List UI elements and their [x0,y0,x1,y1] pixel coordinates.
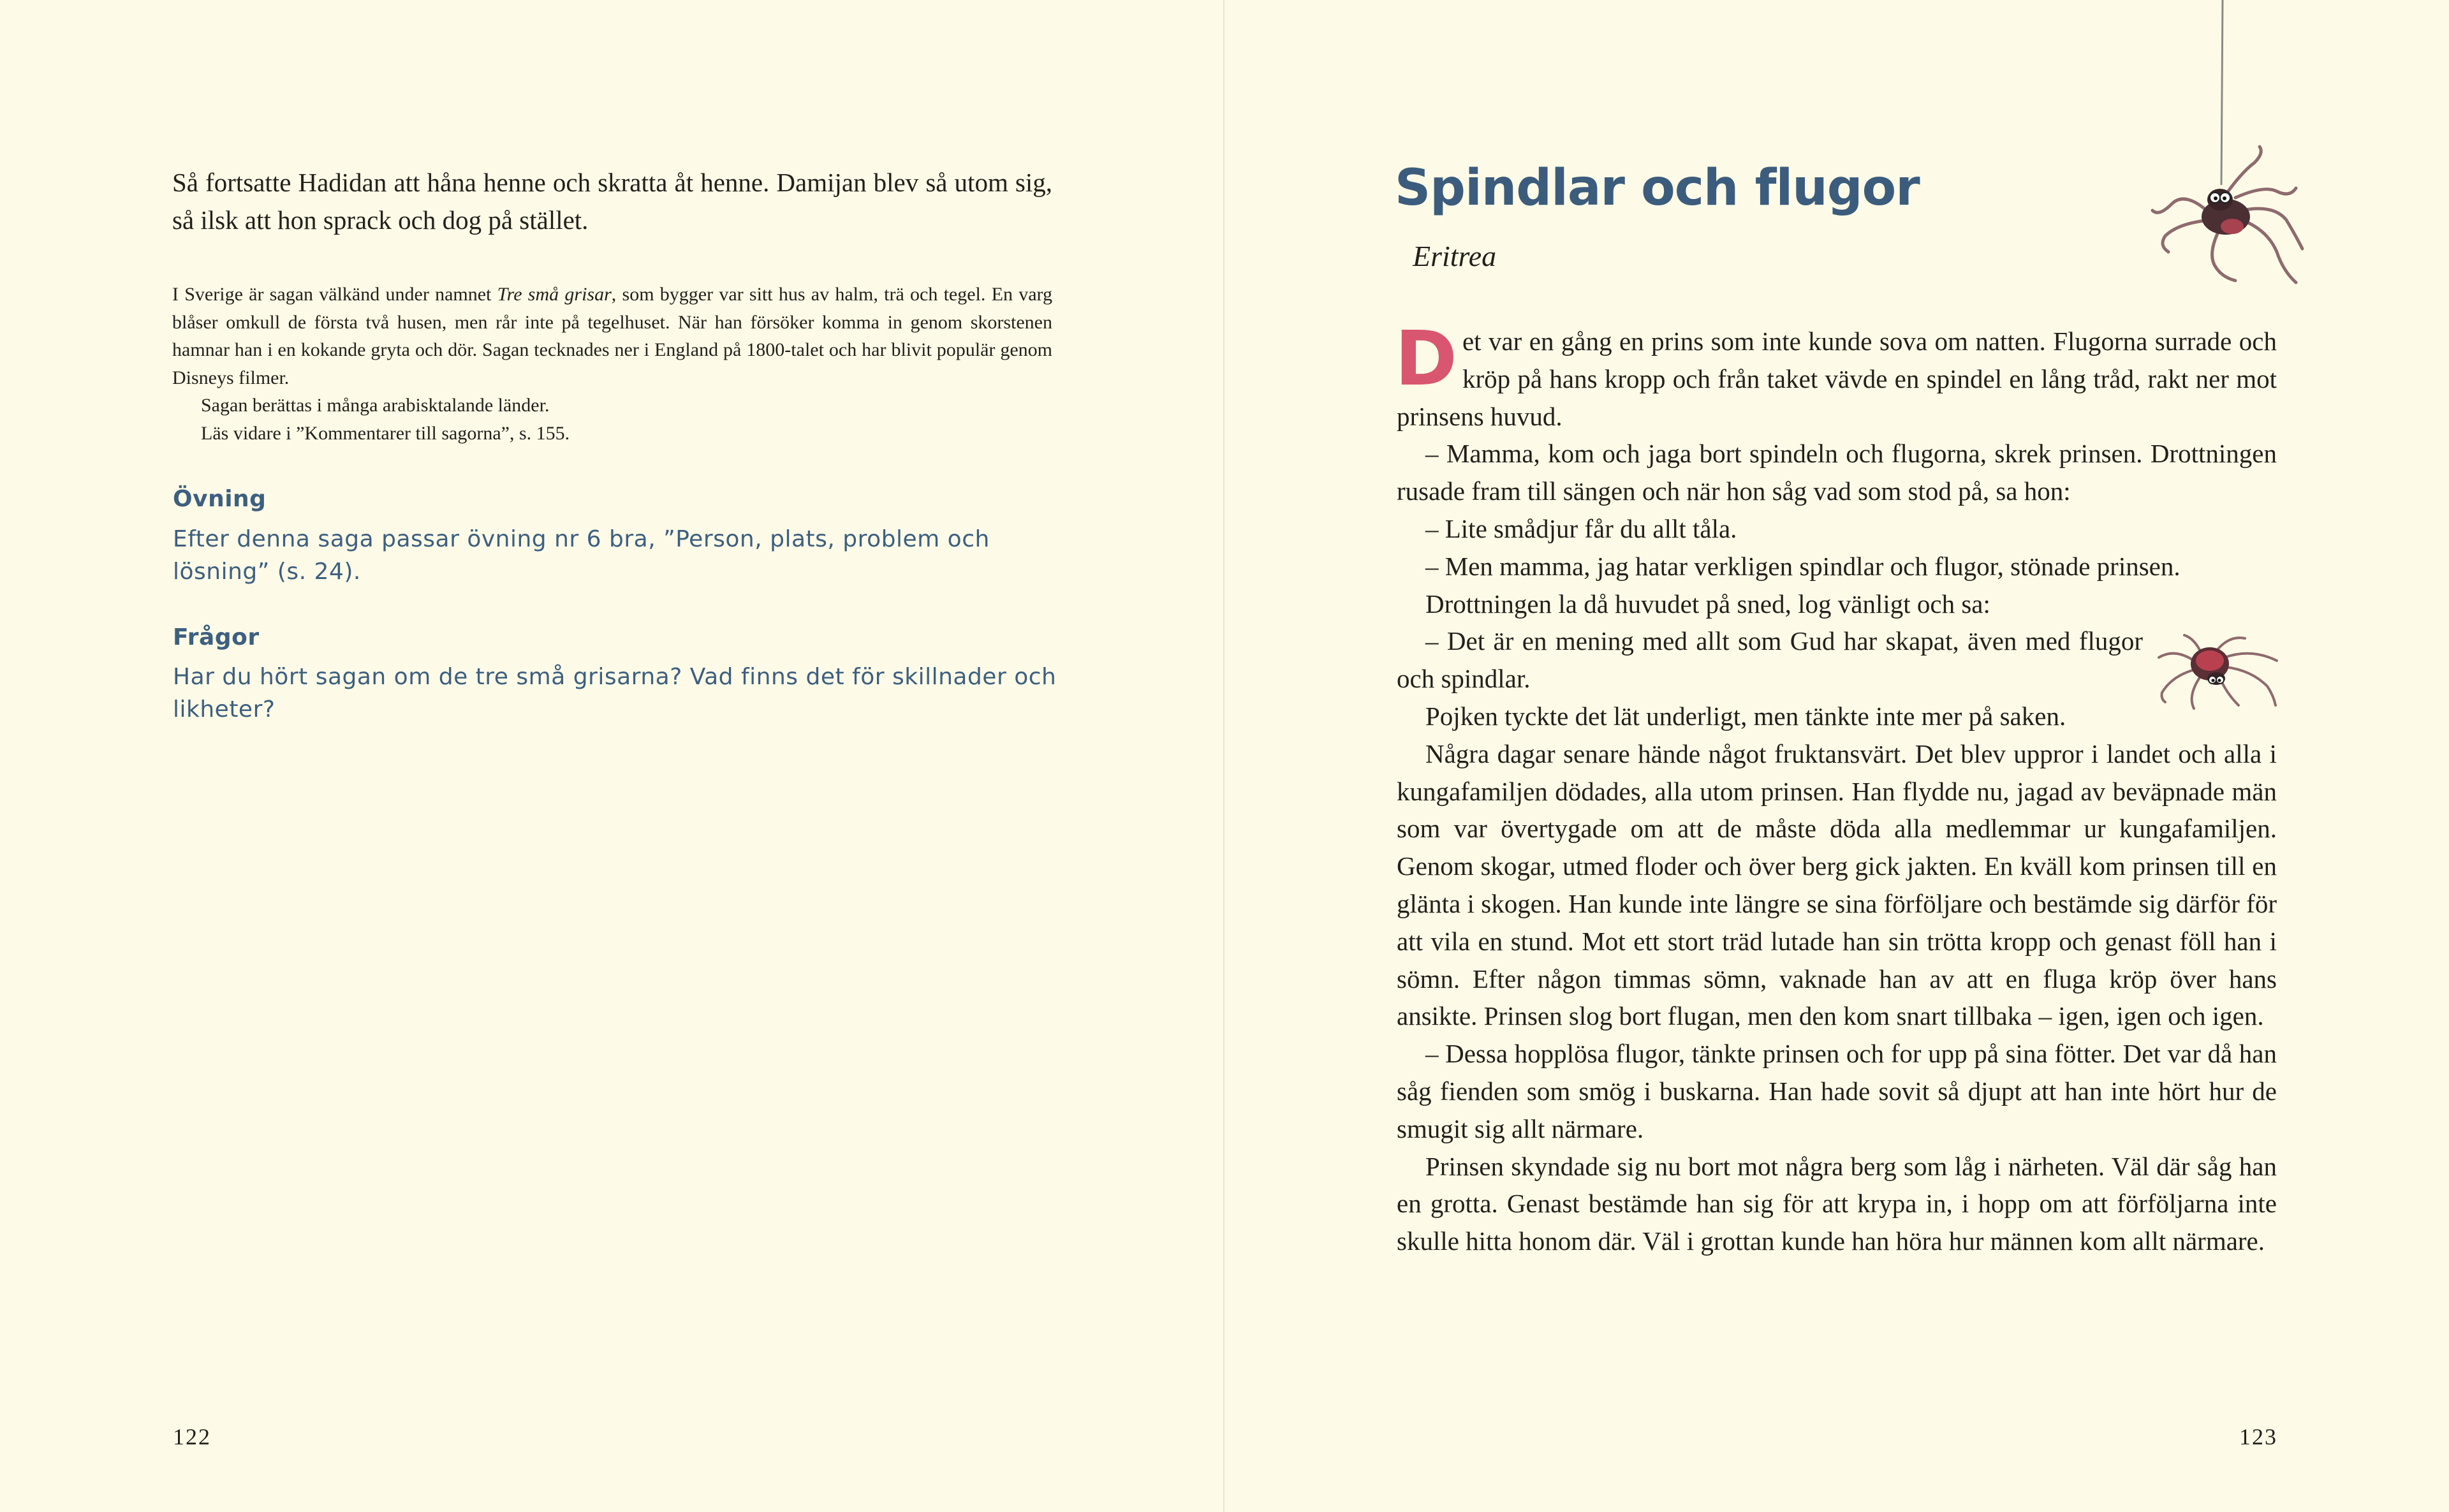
page-number-right: 123 [2239,1424,2277,1450]
story-paragraph-6: – Det är en mening med allt som Gud har skapat, även med flugor och spindlar. [1397,626,2143,694]
story-paragraph-1-text: et var en gång en prins som inte kunde sova om natten. Flugorna surrade och kröp på hans kropp och från taket vävde en spindel en lång tråd, rakt ner mot prinsens huvud. [1397,327,2277,431]
questions-heading: Frågor [173,624,260,650]
story-title: Spindlar och flugor [1395,159,1920,217]
commentary-text-after: , som bygger var sitt hus av halm, trä och tegel. En varg blåser omkull de första två husen, men rår inte på tegelhuset. När han försöker komma in genom skorstenen hamnar han i en kokande gryta och dör. Sagan tecknades ner i England på 1800-talet och har blivit populär genom Disneys filmer. [172,284,1052,388]
exercise-text: Efter denna saga passar övning nr 6 bra, ”Person, plats, problem och lösning” (s. 24). [173,526,990,585]
intro-paragraph [172,164,1052,239]
commentary-paragraph-2: Sagan berättas i många arabisktalande länder. [201,395,550,416]
story-paragraph-9: – Dessa hopplösa flugor, tänkte prinsen och for upp på sina fötter. Det var då han såg fienden som smög i buskarna. Han hade sovit så djupt att han inte hört hur de smugit sig allt närmare. [1397,1039,2277,1143]
drop-cap: D [1395,314,1457,402]
story-paragraph-4: – Men mamma, jag hatar verkligen spindlar och flugor, stönade prinsen. [1425,551,2181,581]
spider-illustration [2149,622,2283,712]
commentary-book-title: Tre små grisar [497,284,612,305]
commentary-text-before: I Sverige är sagan välkänd under namnet [172,284,497,305]
questions-text: Har du hört sagan om de tre små grisarna? Vad finns det för skillnader och likheter? [173,664,1057,723]
story-paragraph-8: Några dagar senare hände något fruktansvärt. Det blev uppror i landet och alla i kungafamiljen dödades, alla utom prinsen. Han flydde nu, jagad av beväpnade män som var övertygade om att de måste döda alla medlemmar ur kungafamiljen. Genom skogar, utmed floder och över berg gick jakten. En kväll kom prinsen till en glänta i skogen. Han kunde inte längre se sina förföljare och bestämde sig därför för att vila en stund. Mot ett stort träd lutade han sin trötta kropp och genast föll han i sömn. Efter någon timmas sömn, vaknade han av att en fluga kröp över hans ansikte. Prinsen slog bort flugan, men den kom snart tillbaka – igen, igen och igen. [1397,738,2277,1031]
intro-text: Så fortsatte Hadidan att håna henne och skratta åt henne. Damijan blev så utom sig, så ilsk att hon sprack och dog på stället. [172,168,1052,235]
story-paragraph-1 [1395,314,2277,435]
right-page [1224,0,2449,1512]
story-origin: Eritrea [1413,240,1497,272]
spider-icon [2149,622,2283,712]
commentary-paragraph-1 [172,281,1052,392]
exercise-heading: Övning [173,486,267,512]
story-body [1395,314,2277,1260]
left-page [0,0,1224,1512]
page-number-left: 122 [173,1424,211,1450]
hanging-spider-icon [2146,0,2331,287]
commentary-paragraph-3: Läs vidare i ”Kommentarer till sagorna”, s. 155. [201,422,570,444]
story-paragraph-5: Drottningen la då huvudet på sned, log vänligt och sa: [1425,589,1990,619]
commentary-block [172,281,1052,447]
story-paragraph-3: – Lite smådjur får du allt tåla. [1425,513,1737,543]
story-paragraph-10: Prinsen skyndade sig nu bort mot några berg som låg i närheten. Väl där såg han en grotta. Genast bestämde han sig för att krypa in, i hopp om att förföljarna inte skulle hitta honom där. Väl i grottan kunde han höra hur männen kom allt närmare. [1397,1151,2277,1256]
story-paragraph-7: Pojken tyckte det lät underligt, men tänkte inte mer på saken. [1425,701,2066,731]
hanging-spider-illustration [2146,0,2331,290]
story-paragraph-2: – Mamma, kom och jaga bort spindeln och flugorna, skrek prinsen. Drottningen rusade fram till sängen och när hon såg vad som stod på, sa hon: [1397,439,2277,506]
